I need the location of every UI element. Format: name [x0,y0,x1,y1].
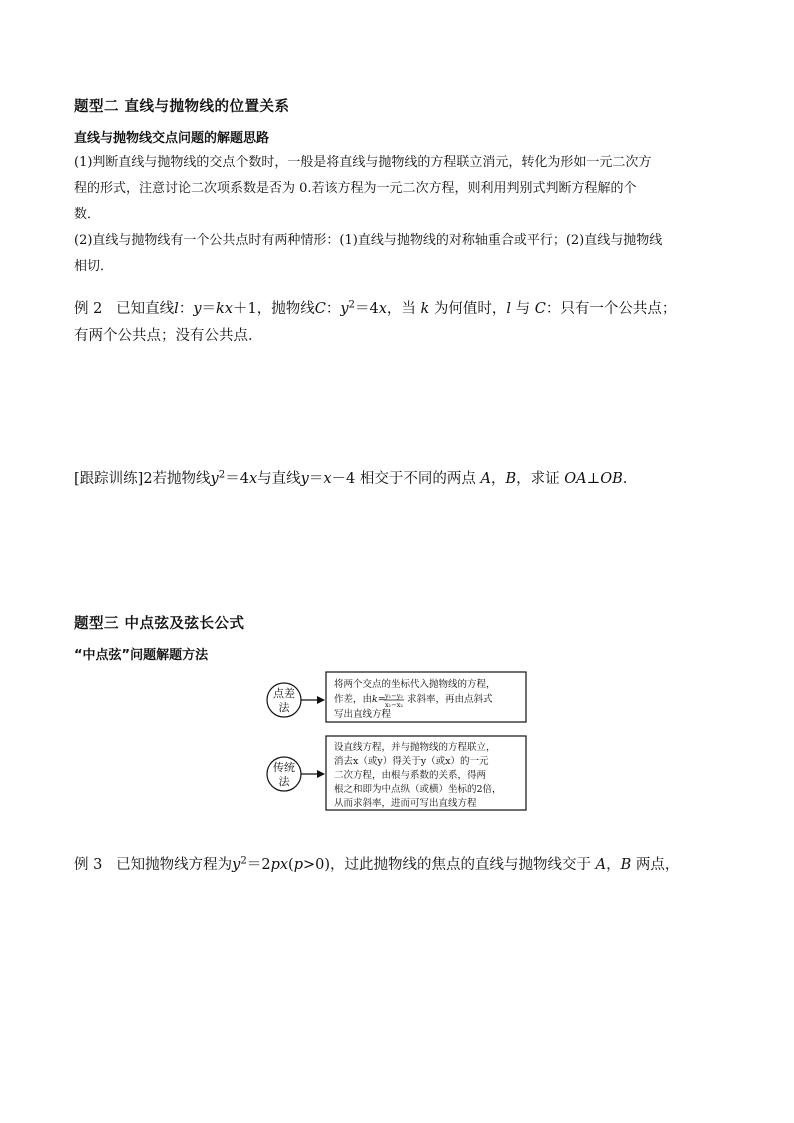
section2-paragraph1 [74,150,734,228]
example2-line1: 例 2 已知直线l：y＝kx＋1，抛物线C：$y^2=4x$，当 k 为何值时，l 与 C：只有一个公共点； [74,299,677,317]
paragraph1-line1: (1)判断直线与抛物线的交点个数时，一般是将直线与抛物线的方程联立消元，转化为形如一元二次方 [74,155,652,170]
section3-title: 题型三 中点弦及弦长公式 [74,616,245,632]
paragraph2-line2: 相切． [74,259,114,274]
box1-line3: 写出直线方程 [334,709,392,720]
box1-line2-end: 求斜率，再由点斜式 [407,694,493,705]
box1-line2: 作差，由k= [334,694,386,705]
box2-line2: 消去x（或y）得关于y（或x）的一元 [334,756,489,767]
slope-fraction-numerator: y₁−y₂ [384,692,404,700]
node2-line2: 法 [278,775,290,788]
box2-line5: 从而求斜率，进而可写出直线方程 [334,798,477,809]
box2-line4: 根之和即为中点纵（或横）坐标的2倍， [334,784,502,795]
box1-line1: 将两个交点的坐标代入抛物线的方程， [334,679,496,690]
practice2: [跟踪训练]2若抛物线$y^2=4x$与直线y＝x－4 相交于不同的两点 A，B，求证 OA⊥OB. [74,469,628,487]
paragraph1-line2: 程的形式，注意讨论二次项系数是否为 0.若该方程为一元二次方程，则利用判别式判断方程解的个 [74,181,637,196]
example2-label: 例 2 [74,301,103,317]
section2-paragraph2 [74,228,734,280]
example3: 例 3 已知抛物线方程为$y^2=2px(p>0)$，过此抛物线的焦点的直线与抛物线交于 A，B 两点， [74,855,680,873]
paragraph2-line1: (2)直线与抛物线有一个公共点时有两种情形：(1)直线与抛物线的对称轴重合或平行；(2)直线与抛物线 [74,233,663,248]
example2-line2: 有两个公共点；没有公共点． [74,328,263,344]
box2-line1: 设直线方程，并与抛物线的方程联立， [334,742,496,753]
practice2-label: [跟踪训练]2 [74,471,153,487]
paragraph1-line3: 数． [74,207,101,222]
section3-subtitle: “中点弦”问题解题方法 [74,648,209,663]
section2-title: 题型二 直线与抛物线的位置关系 [74,99,290,115]
example3-label: 例 3 [74,857,103,873]
node1-line1: 点差 [273,687,295,700]
node1-line2: 法 [278,701,290,714]
box2-line3: 二次方程，由根与系数的关系，得两 [334,770,487,781]
method-diagram [260,668,535,814]
section2-subtitle: 直线与抛物线交点问题的解题思路 [74,131,270,146]
node2-line1: 传统 [273,761,295,774]
example2 [74,296,744,350]
slope-fraction-denominator: x₁−x₂ [385,701,403,709]
